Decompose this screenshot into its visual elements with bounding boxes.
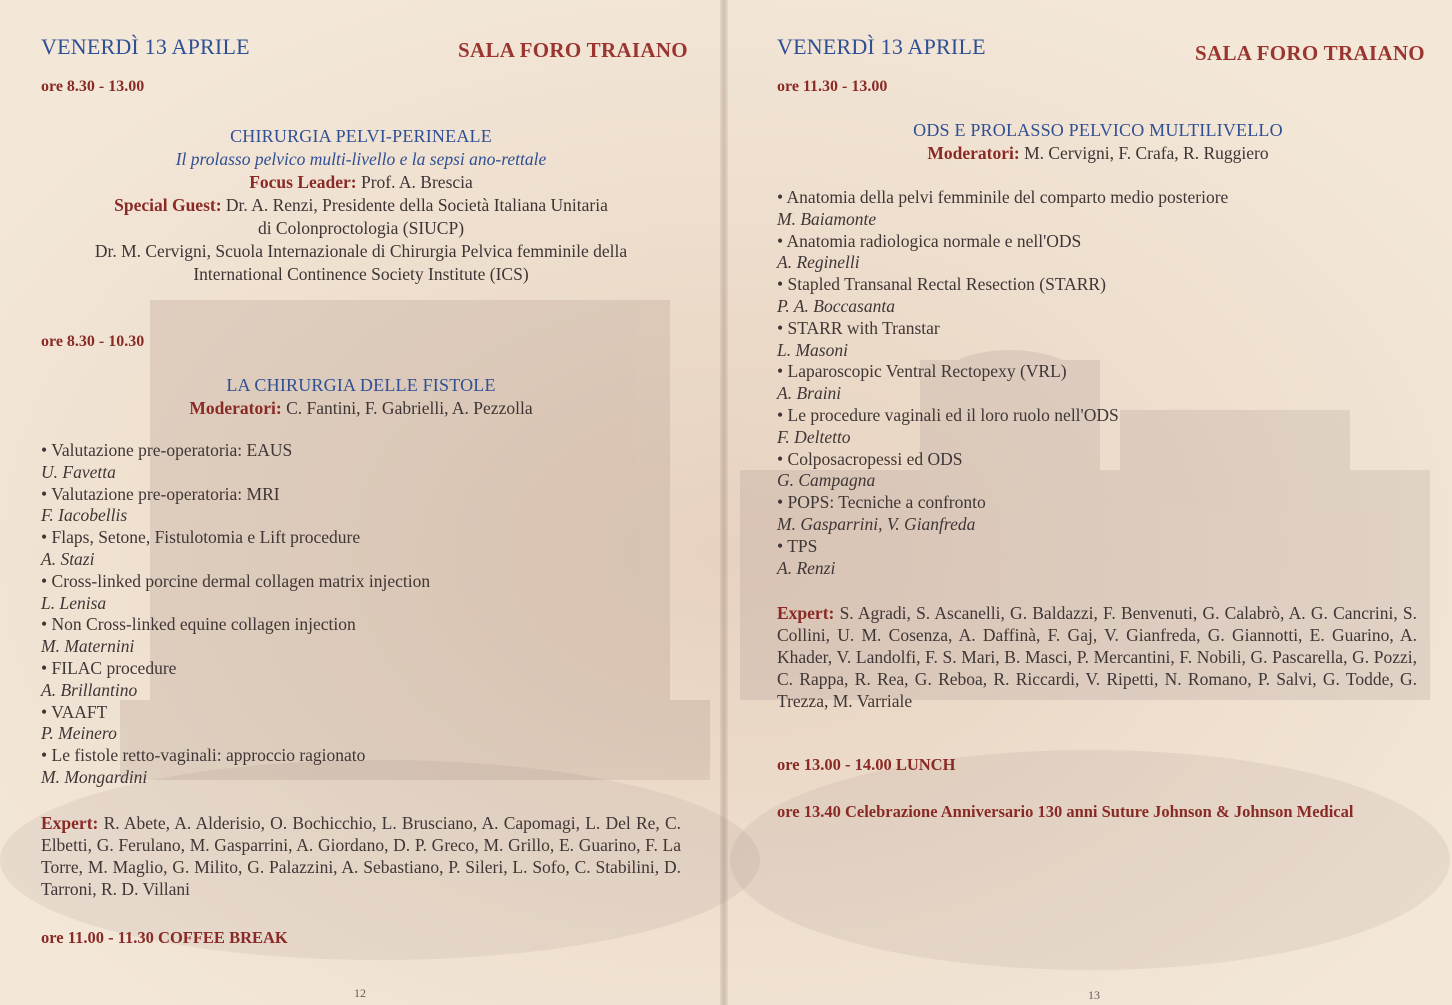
left-day-heading: VENERDÌ 13 APRILE [41, 34, 250, 59]
session-title: ODS E PROLASSO PELVICO MULTILIVELLO [913, 120, 1283, 140]
talk-speaker: M. Maternini [41, 636, 135, 657]
talk-title: • Non Cross-linked equine collagen injection [41, 614, 701, 636]
left-talk-list [41, 440, 701, 789]
right-day-heading: VENERDÌ 13 APRILE [777, 34, 986, 59]
talk-title: • Laparoscopic Ventral Rectopexy (VRL) [777, 361, 1437, 383]
left-page [0, 0, 722, 1005]
left-time-1: ore 8.30 - 13.00 [41, 78, 145, 95]
page-number-right: 13 [1088, 988, 1100, 1002]
left-time-2: ore 8.30 - 10.30 [41, 333, 145, 350]
moderators-value: C. Fantini, F. Gabrielli, A. Pezzolla [286, 398, 533, 418]
talk-speaker: P. Meinero [41, 723, 117, 744]
talk-title: • TPS [777, 536, 1437, 558]
talk-title: • Anatomia radiologica normale e nell'ODS [777, 231, 1437, 253]
talk-speaker: L. Masoni [777, 339, 848, 360]
talk-speaker: A. Renzi [777, 557, 836, 578]
talk-speaker: G. Campagna [777, 470, 876, 491]
moderators [20, 397, 702, 420]
moderators-value: M. Cervigni, F. Crafa, R. Ruggiero [1024, 143, 1269, 163]
talk-title: • Valutazione pre-operatoria: MRI [41, 484, 701, 506]
talk-title: • Flaps, Setone, Fistulotomia e Lift procedure [41, 527, 701, 549]
right-page [728, 0, 1452, 1005]
expert-label: Expert: [41, 813, 99, 833]
talk-title: • Colposacropessi ed ODS [777, 449, 1437, 471]
special-guest-line2: di Colonproctologia (SIUCP) [257, 218, 465, 238]
talk-speaker: P. A. Boccasanta [777, 295, 895, 316]
right-talk-list [777, 187, 1437, 579]
session-pelvi-perineale [20, 124, 702, 286]
right-time-1: ore 11.30 - 13.00 [777, 78, 888, 95]
talk-speaker: L. Lenisa [41, 592, 107, 613]
talk-title: • VAAFT [41, 702, 701, 724]
talk-title: • Valutazione pre-operatoria: EAUS [41, 440, 701, 462]
session-subtitle: Il prolasso pelvico multi-livello e la sepsi ano-rettale [175, 149, 547, 169]
talk-title: • Anatomia della pelvi femminile del comparto medio posteriore [777, 187, 1437, 209]
special-guest-line4: International Continence Society Institute (ICS) [193, 264, 529, 284]
right-expert-panel [777, 602, 1417, 712]
focus-leader [20, 171, 702, 194]
anniversary-celebration: ore 13.40 Celebrazione Anniversario 130 anni Suture Johnson & Johnson Medical [777, 802, 1354, 821]
talk-title: • POPS: Tecniche a confronto [777, 492, 1437, 514]
lunch-break: ore 13.00 - 14.00 LUNCH [777, 755, 956, 774]
special-guest-label: Special Guest: [114, 195, 222, 215]
talk-speaker: M. Baiamonte [777, 208, 877, 229]
left-expert-panel [41, 812, 681, 900]
special-guest-line3: Dr. M. Cervigni, Scuola Internazionale di Chirurgia Pelvica femminile della [94, 241, 628, 261]
session-title: CHIRURGIA PELVI-PERINEALE [230, 126, 492, 146]
expert-names: R. Abete, A. Alderisio, O. Bochicchio, L. Brusciano, A. Capomagi, L. Del Re, C. Elbetti, G. Ferulano, M. Gasparrini, A. Giordano, D. P. Greco, M. Grillo, E. Guarino, F. La Torre, M. Maglio, G. Milito, G. Palazzini, A. Sebastiano, P. Sileri, L. Sofo, C. Stabilini, D. Tarroni, R. D. Villani [41, 813, 682, 899]
special-guest-line1: Dr. A. Renzi, Presidente della Società Italiana Unitaria [225, 195, 608, 215]
coffee-break: ore 11.00 - 11.30 COFFEE BREAK [41, 928, 288, 947]
talk-speaker: M. Mongardini [41, 766, 148, 787]
talk-title: • Le fistole retto-vaginali: approccio ragionato [41, 745, 701, 767]
talk-speaker: A. Braini [777, 383, 842, 404]
right-room-heading: SALA FORO TRAIANO [1195, 41, 1425, 65]
talk-title: • Cross-linked porcine dermal collagen matrix injection [41, 571, 701, 593]
talk-title: • FILAC procedure [41, 658, 701, 680]
expert-names: S. Agradi, S. Ascanelli, G. Baldazzi, F. Benvenuti, G. Calabrò, A. G. Cancrini, S. Collini, U. M. Cosenza, A. Daffinà, F. Gaj, V. Gianfreda, G. Giannotti, E. Guarino, A. Khader, V. Landolfi, F. S. Mari, B. Masci, P. Mercantini, F. Nobili, G. Pascarella, G. Pozzi, C. Rappa, R. Rea, G. Reboa, R. Riccardi, V. Ripetti, N. Romano, P. Salvi, G. Todde, G. Trezza, M. Varriale [777, 603, 1418, 711]
talk-speaker: F. Iacobellis [41, 505, 128, 526]
talk-speaker: M. Gasparrini, V. Gianfreda [777, 513, 976, 534]
talk-title: • Stapled Transanal Rectal Resection (STARR) [777, 274, 1437, 296]
special-guest [20, 194, 702, 217]
talk-speaker: U. Favetta [41, 461, 116, 482]
expert-label: Expert: [777, 603, 835, 623]
focus-leader-value: Prof. A. Brescia [361, 172, 473, 192]
page-number-left: 12 [354, 986, 366, 1000]
session-ods [748, 118, 1448, 165]
moderators-label: Moderatori: [189, 398, 282, 418]
left-room-heading: SALA FORO TRAIANO [458, 38, 688, 62]
moderators [748, 142, 1448, 165]
talk-title: • STARR with Transtar [777, 318, 1437, 340]
talk-speaker: A. Reginelli [777, 252, 860, 273]
focus-leader-label: Focus Leader: [249, 172, 357, 192]
talk-speaker: A. Brillantino [41, 679, 138, 700]
session-title: LA CHIRURGIA DELLE FISTOLE [226, 375, 496, 395]
talk-speaker: A. Stazi [41, 548, 95, 569]
moderators-label: Moderatori: [927, 143, 1020, 163]
session-fistole [20, 373, 702, 420]
talk-title: • Le procedure vaginali ed il loro ruolo nell'ODS [777, 405, 1437, 427]
talk-speaker: F. Deltetto [777, 426, 851, 447]
